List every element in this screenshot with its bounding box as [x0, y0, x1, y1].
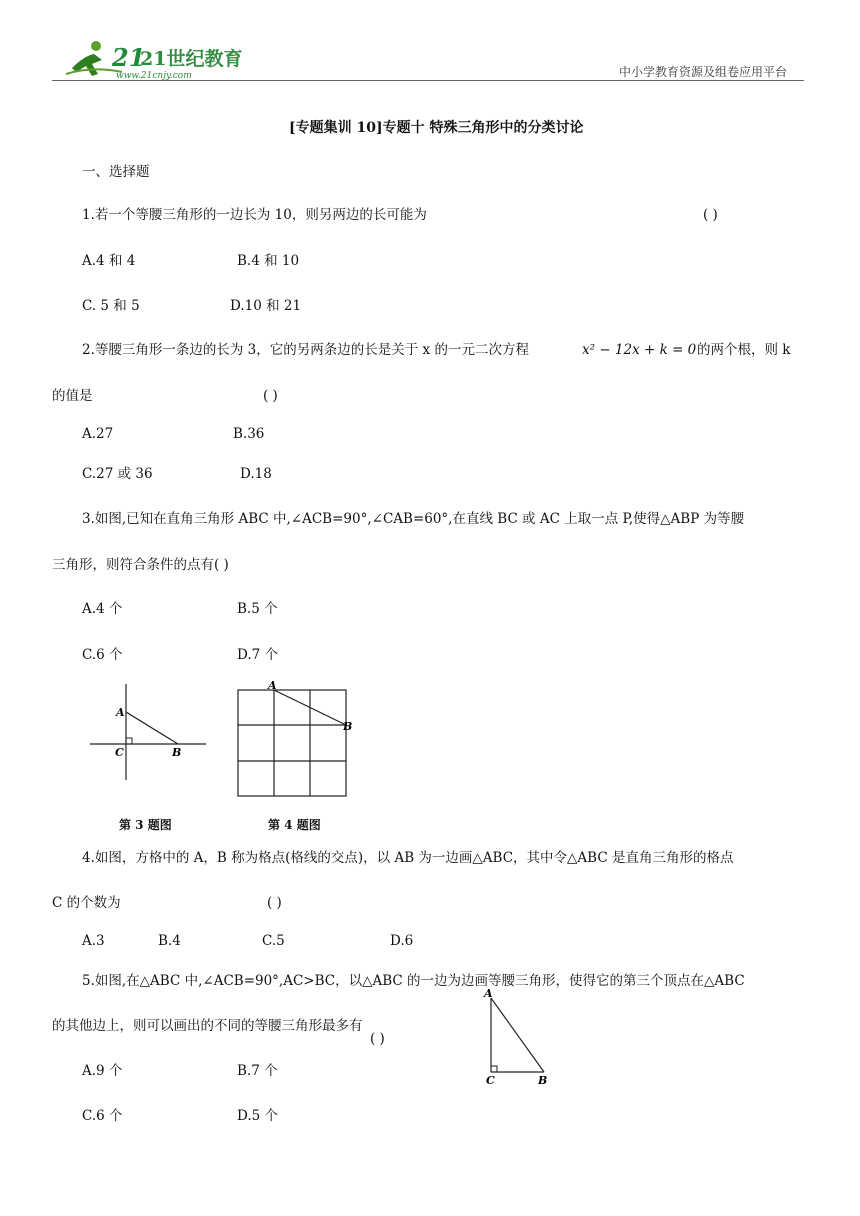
q2-stem-b: 的两个根，则 k — [697, 342, 791, 358]
fig5-label-a: A — [484, 987, 493, 1000]
q2-option-b[interactable]: B.36 — [233, 426, 265, 442]
fig4-label-a: A — [268, 679, 277, 692]
q1-option-a[interactable]: A.4 和 4 — [82, 253, 136, 269]
q2-equation: x² − 12x + k = 0 — [582, 342, 697, 358]
figure-4 — [232, 678, 356, 802]
q1-option-b[interactable]: B.4 和 10 — [237, 253, 300, 269]
q4-option-b[interactable]: B.4 — [158, 933, 181, 949]
q2-option-a[interactable]: A.27 — [82, 426, 114, 442]
logo-text: 21世纪教育 — [140, 48, 243, 70]
q2-stem-c: 的值是 — [52, 388, 93, 404]
figure-5 — [478, 986, 558, 1090]
q3-option-c[interactable]: C.6 个 — [82, 647, 123, 663]
logo — [62, 38, 243, 82]
header-divider — [52, 80, 804, 81]
q2-option-c[interactable]: C.27 或 36 — [82, 466, 153, 482]
q2-stem-a: 2.等腰三角形一条边的长为 3，它的另两条边的长是关于 x 的一元二次方程 — [82, 342, 529, 358]
fig3-label-a: A — [116, 706, 125, 719]
header-right-text: 中小学教育资源及组卷应用平台 — [619, 65, 788, 79]
q3-stem-b: 三角形，则符合条件的点有( ) — [52, 557, 229, 573]
q4-option-c[interactable]: C.5 — [262, 933, 285, 949]
fig3-right-angle-mark — [126, 738, 132, 744]
section-heading: 一、选择题 — [82, 164, 150, 180]
fig3-caption: 第 3 题图 — [119, 818, 172, 832]
fig4-grid — [238, 690, 346, 796]
q3-option-a[interactable]: A.4 个 — [82, 601, 123, 617]
svg-text:21: 21 — [112, 43, 146, 72]
q5-option-a[interactable]: A.9 个 — [82, 1063, 123, 1079]
fig3-label-b: B — [172, 746, 182, 759]
q1-stem: 1.若一个等腰三角形的一边长为 10，则另两边的长可能为 — [82, 207, 427, 223]
q2-option-d[interactable]: D.18 — [240, 466, 272, 482]
q1-answer-paren: ( ) — [703, 207, 718, 223]
fig5-right-angle-mark — [491, 1066, 497, 1072]
fig3-hypotenuse — [126, 712, 178, 744]
q5-option-d[interactable]: D.5 个 — [237, 1108, 279, 1124]
q3-option-d[interactable]: D.7 个 — [237, 647, 279, 663]
q1-option-d[interactable]: D.10 和 21 — [230, 298, 302, 314]
q2-answer-paren: ( ) — [263, 388, 278, 404]
fig5-side-ab — [491, 998, 544, 1072]
q1-option-c[interactable]: C. 5 和 5 — [82, 298, 140, 314]
q5-option-c[interactable]: C.6 个 — [82, 1108, 123, 1124]
q3-stem-a: 3.如图,已知在直角三角形 ABC 中,∠ACB=90°,∠CAB=60°,在直线 BC 或 AC 上取一点 P,使得△ABP 为等腰 — [82, 511, 745, 527]
q5-stem-a: 5.如图,在△ABC 中,∠ACB=90°,AC>BC，以△ABC 的一边为边画等腰三角形，使得它的第三个顶点在△ABC — [82, 973, 745, 989]
fig5-label-c: C — [486, 1074, 495, 1087]
q4-option-d[interactable]: D.6 — [390, 933, 414, 949]
q4-stem-b: C 的个数为 — [52, 895, 121, 911]
logo-url: www.21cnjy.com — [116, 71, 192, 81]
q4-stem-a: 4.如图，方格中的 A，B 称为格点(格线的交点)，以 AB 为一边画△ABC，其中令△ABC 是直角三角形的格点 — [82, 850, 734, 866]
fig3-label-c: C — [115, 746, 124, 759]
q5-answer-paren: ( ) — [370, 1031, 385, 1047]
q5-stem-b: 的其他边上，则可以画出的不同的等腰三角形最多有 — [52, 1018, 363, 1034]
figure-3 — [86, 680, 210, 810]
fig4-label-b: B — [343, 720, 353, 733]
fig4-caption: 第 4 题图 — [268, 818, 321, 832]
page-title: [专题集训 10]专题十 特殊三角形中的分类讨论 — [289, 120, 584, 136]
runner-logo-icon — [62, 38, 243, 82]
q5-option-b[interactable]: B.7 个 — [237, 1063, 278, 1079]
q4-option-a[interactable]: A.3 — [82, 933, 105, 949]
fig5-label-b: B — [538, 1074, 548, 1087]
q3-option-b[interactable]: B.5 个 — [237, 601, 278, 617]
q4-answer-paren: ( ) — [267, 895, 282, 911]
